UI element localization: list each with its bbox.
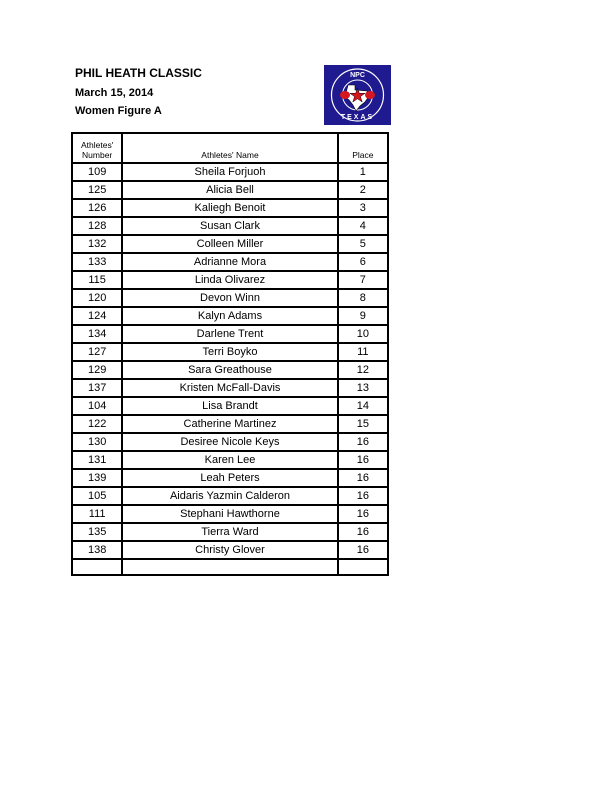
place-cell: 1 bbox=[338, 163, 388, 181]
table-row bbox=[72, 271, 388, 289]
table-row bbox=[72, 199, 388, 217]
header-athlete-number: Athletes' Number bbox=[72, 133, 122, 163]
header-place: Place bbox=[338, 133, 388, 163]
athlete-number-cell: 125 bbox=[72, 181, 122, 199]
table-row bbox=[72, 379, 388, 397]
athlete-name-cell: Alicia Bell bbox=[122, 181, 337, 199]
table-row bbox=[72, 487, 388, 505]
athlete-name-cell: Catherine Martinez bbox=[122, 415, 337, 433]
division-name: Women Figure A bbox=[75, 105, 162, 117]
athlete-number-cell: 138 bbox=[72, 541, 122, 559]
place-cell: 10 bbox=[338, 325, 388, 343]
place-cell: 16 bbox=[338, 523, 388, 541]
place-cell: 12 bbox=[338, 361, 388, 379]
athlete-name-cell: Devon Winn bbox=[122, 289, 337, 307]
athlete-number-cell: 135 bbox=[72, 523, 122, 541]
athlete-name-cell: Linda Olivarez bbox=[122, 271, 337, 289]
place-cell: 4 bbox=[338, 217, 388, 235]
table-header-row bbox=[72, 133, 388, 163]
athlete-number-cell: 139 bbox=[72, 469, 122, 487]
place-cell: 9 bbox=[338, 307, 388, 325]
athlete-number-cell: 126 bbox=[72, 199, 122, 217]
table-row bbox=[72, 523, 388, 541]
results-table bbox=[71, 132, 389, 576]
athlete-number-cell: 120 bbox=[72, 289, 122, 307]
place-cell: 16 bbox=[338, 541, 388, 559]
athlete-name-cell: Leah Peters bbox=[122, 469, 337, 487]
athlete-name-cell: Sara Greathouse bbox=[122, 361, 337, 379]
document-header bbox=[75, 66, 202, 118]
empty-cell bbox=[72, 559, 122, 575]
place-cell: 6 bbox=[338, 253, 388, 271]
athlete-number-cell: 127 bbox=[72, 343, 122, 361]
logo-bottom-text: TEXAS bbox=[340, 114, 375, 121]
table-row bbox=[72, 415, 388, 433]
athlete-number-cell: 134 bbox=[72, 325, 122, 343]
logo-top-text: NPC bbox=[350, 72, 365, 79]
athlete-name-cell: Sheila Forjuoh bbox=[122, 163, 337, 181]
npc-texas-logo-icon bbox=[324, 65, 391, 125]
athlete-name-cell: Adrianne Mora bbox=[122, 253, 337, 271]
athlete-name-cell: Kristen McFall-Davis bbox=[122, 379, 337, 397]
event-date: March 15, 2014 bbox=[75, 87, 154, 99]
athlete-name-cell: Lisa Brandt bbox=[122, 397, 337, 415]
table-row bbox=[72, 451, 388, 469]
table-row bbox=[72, 289, 388, 307]
athlete-number-cell: 132 bbox=[72, 235, 122, 253]
place-cell: 7 bbox=[338, 271, 388, 289]
athlete-name-cell: Kaliegh Benoit bbox=[122, 199, 337, 217]
athlete-name-cell: Tierra Ward bbox=[122, 523, 337, 541]
place-cell: 16 bbox=[338, 469, 388, 487]
place-cell: 2 bbox=[338, 181, 388, 199]
place-cell: 16 bbox=[338, 505, 388, 523]
place-cell: 11 bbox=[338, 343, 388, 361]
athlete-number-cell: 105 bbox=[72, 487, 122, 505]
header-athlete-name: Athletes' Name bbox=[122, 133, 337, 163]
athlete-name-cell: Darlene Trent bbox=[122, 325, 337, 343]
athlete-name-cell: Colleen Miller bbox=[122, 235, 337, 253]
place-cell: 16 bbox=[338, 487, 388, 505]
table-row bbox=[72, 343, 388, 361]
place-cell: 8 bbox=[338, 289, 388, 307]
athlete-number-cell: 122 bbox=[72, 415, 122, 433]
table-row bbox=[72, 163, 388, 181]
table-row bbox=[72, 253, 388, 271]
place-cell: 3 bbox=[338, 199, 388, 217]
table-row bbox=[72, 505, 388, 523]
table-row bbox=[72, 325, 388, 343]
athlete-name-cell: Aidaris Yazmin Calderon bbox=[122, 487, 337, 505]
athlete-number-cell: 104 bbox=[72, 397, 122, 415]
event-title: PHIL HEATH CLASSIC bbox=[75, 66, 202, 80]
athlete-number-cell: 124 bbox=[72, 307, 122, 325]
table-row bbox=[72, 307, 388, 325]
athlete-name-cell: Christy Glover bbox=[122, 541, 337, 559]
athlete-name-cell: Kalyn Adams bbox=[122, 307, 337, 325]
table-row bbox=[72, 361, 388, 379]
table-row bbox=[72, 433, 388, 451]
table-row bbox=[72, 541, 388, 559]
athlete-name-cell: Stephani Hawthorne bbox=[122, 505, 337, 523]
table-row bbox=[72, 397, 388, 415]
place-cell: 13 bbox=[338, 379, 388, 397]
empty-cell bbox=[122, 559, 337, 575]
athlete-number-cell: 128 bbox=[72, 217, 122, 235]
athlete-name-cell: Terri Boyko bbox=[122, 343, 337, 361]
athlete-number-cell: 129 bbox=[72, 361, 122, 379]
athlete-name-cell: Susan Clark bbox=[122, 217, 337, 235]
athlete-number-cell: 133 bbox=[72, 253, 122, 271]
place-cell: 14 bbox=[338, 397, 388, 415]
table-row bbox=[72, 181, 388, 199]
athlete-number-cell: 111 bbox=[72, 505, 122, 523]
table-row bbox=[72, 469, 388, 487]
athlete-name-cell: Desiree Nicole Keys bbox=[122, 433, 337, 451]
athlete-number-cell: 130 bbox=[72, 433, 122, 451]
place-cell: 16 bbox=[338, 451, 388, 469]
table-row bbox=[72, 217, 388, 235]
empty-cell bbox=[338, 559, 388, 575]
table-row bbox=[72, 235, 388, 253]
place-cell: 16 bbox=[338, 433, 388, 451]
place-cell: 5 bbox=[338, 235, 388, 253]
empty-table-row bbox=[72, 559, 388, 575]
athlete-number-cell: 131 bbox=[72, 451, 122, 469]
place-cell: 15 bbox=[338, 415, 388, 433]
athlete-name-cell: Karen Lee bbox=[122, 451, 337, 469]
athlete-number-cell: 109 bbox=[72, 163, 122, 181]
athlete-number-cell: 115 bbox=[72, 271, 122, 289]
npc-texas-logo bbox=[324, 65, 391, 125]
athlete-number-cell: 137 bbox=[72, 379, 122, 397]
